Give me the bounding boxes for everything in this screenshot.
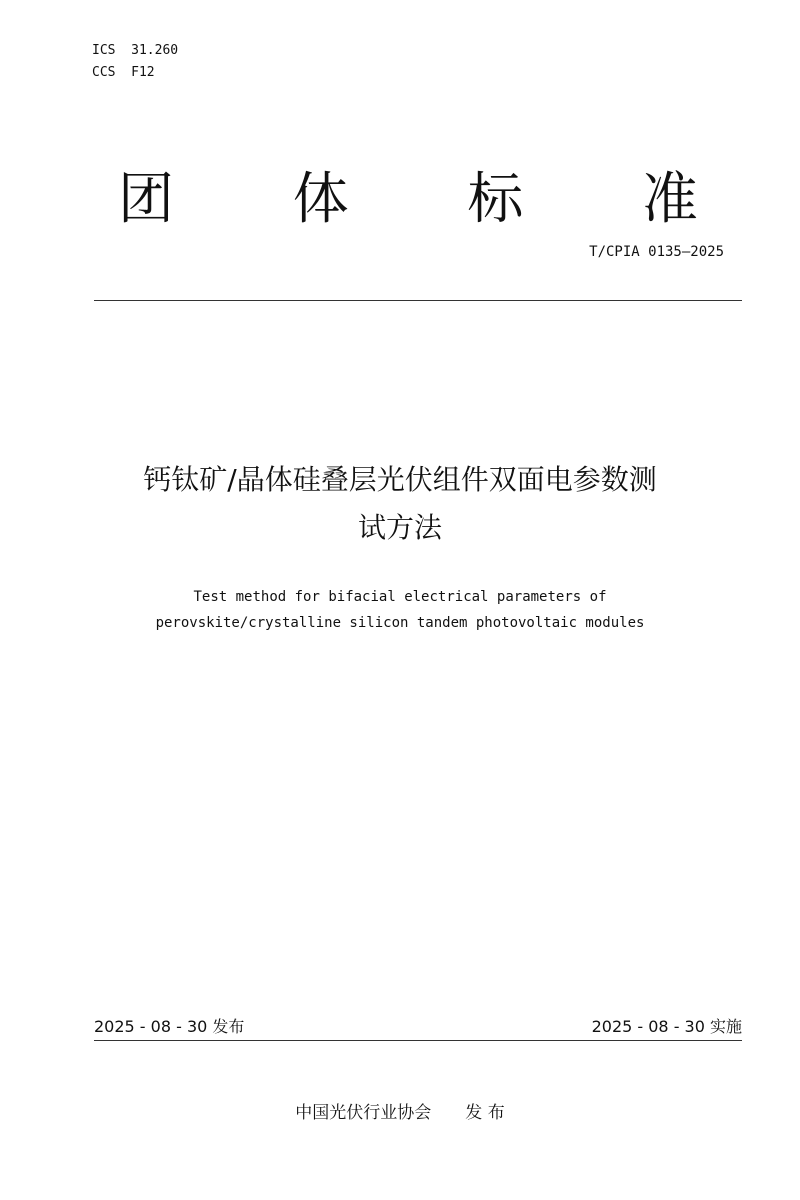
standard-type-char: 体 [292, 167, 349, 232]
implementation-date: 2025 - 08 - 30 实施 [591, 1017, 742, 1036]
standard-number: T/CPIA 0135—2025 [589, 244, 724, 260]
title-english-line: perovskite/crystalline silicon tandem photovoltaic modules [155, 615, 645, 631]
title-english-line: Test method for bifacial electrical parameters of [193, 589, 607, 605]
publisher-line [0, 1098, 800, 1123]
standard-type-heading [118, 160, 698, 240]
publisher-name: 中国光伏行业协会 [295, 1103, 432, 1123]
standard-type-char: 准 [641, 167, 698, 232]
ccs-code: CCS F12 [92, 65, 155, 80]
title-english [40, 584, 760, 636]
standard-type-char: 标 [467, 167, 524, 232]
title-chinese-line: 钙钛矿/晶体硅叠层光伏组件双面电参数测 [143, 463, 657, 496]
publisher-action: 发 布 [465, 1103, 505, 1123]
top-divider [94, 300, 742, 301]
issue-date: 2025 - 08 - 30 发布 [94, 1017, 245, 1036]
title-chinese-line: 试方法 [357, 511, 442, 544]
title-chinese [60, 456, 740, 552]
bottom-divider [94, 1040, 742, 1041]
classification-codes [92, 40, 178, 84]
standard-type-char: 团 [118, 167, 174, 232]
ics-code: ICS 31.260 [92, 43, 179, 58]
